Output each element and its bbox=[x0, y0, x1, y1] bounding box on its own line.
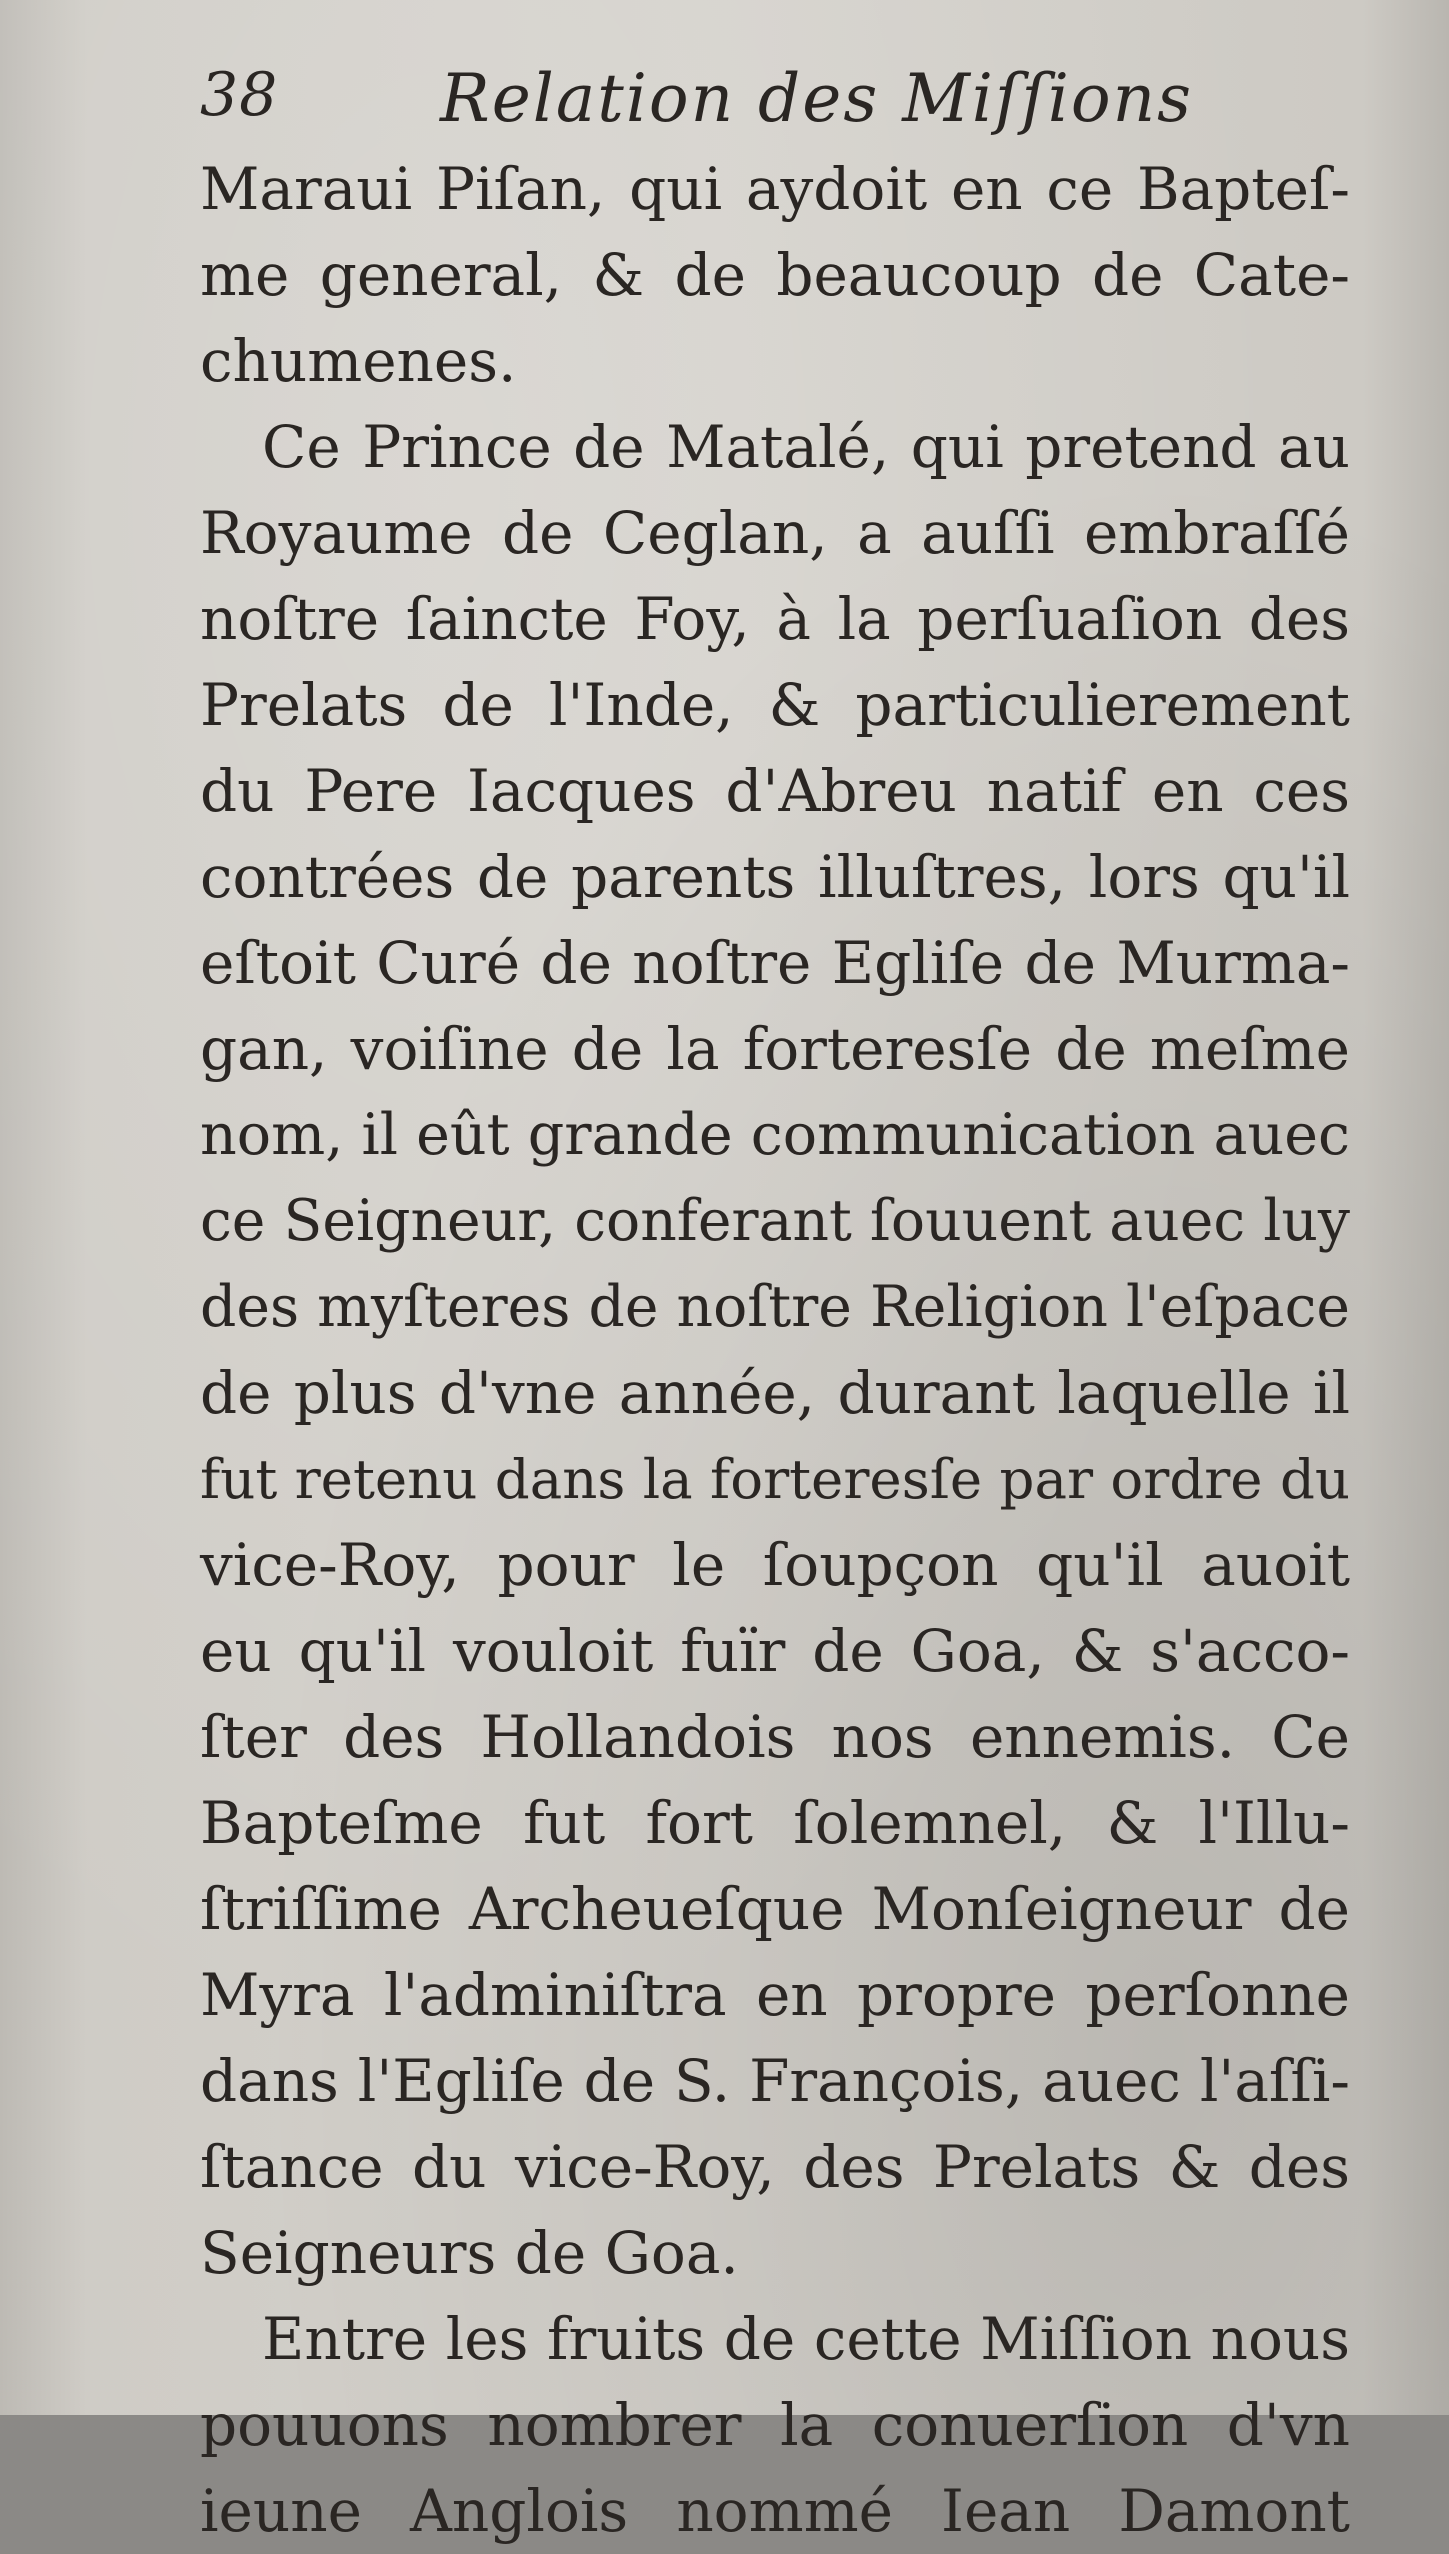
text-line: ſtriſſime Archeueſque Monſeigneur de bbox=[200, 1875, 1350, 1943]
text-line: eſtoit Curé de noſtre Egliſe de Murma- bbox=[200, 929, 1350, 997]
text-line: ſter des Hollandois nos ennemis. Ce bbox=[200, 1703, 1350, 1771]
page-number: 38 bbox=[200, 60, 279, 130]
running-title: Relation des Miſſions bbox=[440, 60, 1193, 137]
text-line: ieune Anglois nommé Iean Damont bbox=[200, 2477, 1350, 2545]
text-line: dans l'Egliſe de S. François, auec l'aſſi- bbox=[200, 2047, 1350, 2115]
text-line: chumenes. bbox=[200, 327, 517, 395]
text-line: Entre les fruits de cette Miſſion nous bbox=[262, 2305, 1350, 2373]
text-line: Seigneurs de Goa. bbox=[200, 2219, 739, 2287]
text-line: eu qu'il vouloit fuïr de Goa, & s'acco- bbox=[200, 1617, 1350, 1685]
text-line: nom, il eût grande communication auec bbox=[200, 1102, 1350, 1168]
page-header bbox=[200, 50, 1350, 150]
text-line: Royaume de Ceglan, a auſſi embraſſé bbox=[200, 499, 1350, 567]
text-line: gan, voiſine de la forteresſe de meſme bbox=[200, 1015, 1350, 1083]
text-line: me general, & de beaucoup de Cate- bbox=[200, 241, 1350, 309]
text-line: du Pere Iacques d'Abreu natif en ces bbox=[200, 757, 1350, 825]
text-line: fut retenu dans la forteresſe par ordre du bbox=[200, 1447, 1350, 1511]
text-line: de plus d'vne année, durant laquelle il bbox=[200, 1359, 1350, 1427]
text-line: Prelats de l'Inde, & particulierement bbox=[200, 671, 1350, 739]
text-line: Myra l'adminiſtra en propre perſonne bbox=[200, 1961, 1350, 2029]
text-line: pouuons nombrer la conuerſion d'vn bbox=[200, 2391, 1350, 2459]
text-line: Bapteſme fut fort ſolemnel, & l'Illu- bbox=[200, 1789, 1350, 1857]
text-line: contrées de parents illuſtres, lors qu'il bbox=[200, 843, 1350, 911]
text-line: des myſteres de noſtre Religion l'eſpace bbox=[200, 1274, 1350, 1340]
text-line: ce Seigneur, conferant ſouuent auec luy bbox=[200, 1188, 1350, 1254]
text-line: Maraui Piſan, qui aydoit en ce Bapteſ- bbox=[200, 155, 1350, 223]
text-line: vice-Roy, pour le ſoupçon qu'il auoit bbox=[200, 1531, 1350, 1599]
body-text bbox=[200, 146, 1350, 2554]
text-line: ſtance du vice-Roy, des Prelats & des bbox=[200, 2133, 1350, 2201]
text-line: Ce Prince de Matalé, qui pretend au bbox=[262, 413, 1350, 481]
text-line: noſtre ſaincte Foy, à la perſuaſion des bbox=[200, 585, 1350, 653]
